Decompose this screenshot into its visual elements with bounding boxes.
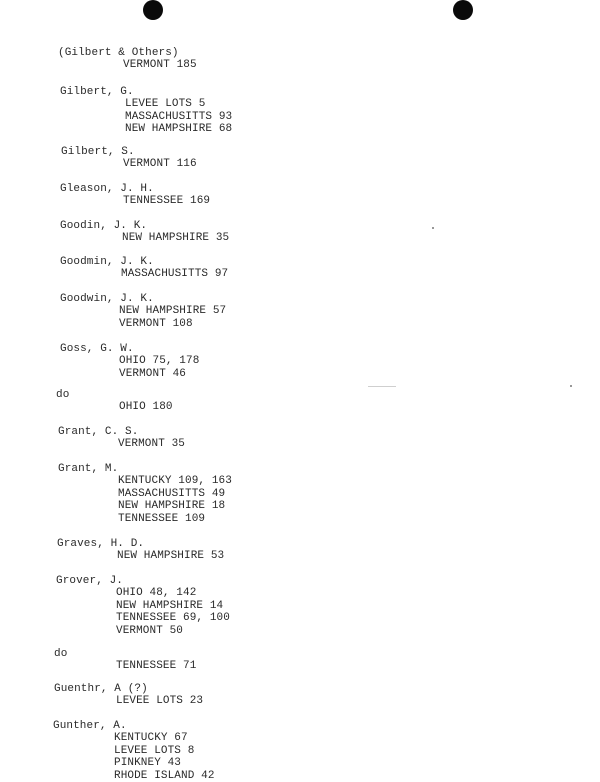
entry-name: Graves, H. D. [57, 538, 144, 551]
entry-name: Grant, M. [58, 463, 118, 476]
entry-reference: VERMONT 50 [116, 625, 183, 638]
entry-reference: VERMONT 35 [118, 438, 185, 451]
entry-reference: TENNESSEE 69, 100 [116, 612, 230, 625]
entry-reference: KENTUCKY 67 [114, 732, 188, 745]
entry-reference: MASSACHUSITTS 49 [118, 488, 225, 501]
entry-reference: OHIO 48, 142 [116, 587, 196, 600]
entry-reference: NEW HAMPSHIRE 68 [125, 123, 232, 136]
entry-reference: MASSACHUSITTS 93 [125, 111, 232, 124]
entry-reference: TENNESSEE 71 [116, 660, 196, 673]
entry-name: Gunther, A. [53, 720, 127, 733]
entry-reference: TENNESSEE 169 [123, 195, 210, 208]
punch-hole-left [143, 0, 163, 20]
entry-name: Goodwin, J. K. [60, 293, 154, 306]
entry-name: Grover, J. [56, 575, 123, 588]
entry-reference: VERMONT 46 [119, 368, 186, 381]
entry-reference: NEW HAMPSHIRE 53 [117, 550, 224, 563]
entry-name: Gleason, J. H. [60, 183, 154, 196]
entry-reference: KENTUCKY 109, 163 [118, 475, 232, 488]
entry-name: Goodin, J. K. [60, 220, 147, 233]
faint-mark [368, 386, 396, 387]
entry-reference: OHIO 180 [119, 401, 173, 414]
entry-reference: NEW HAMPSHIRE 35 [122, 232, 229, 245]
entry-name: Gilbert, S. [61, 146, 135, 159]
entry-reference: NEW HAMPSHIRE 18 [118, 500, 225, 513]
entry-name: Grant, C. S. [58, 426, 138, 439]
entry-reference: OHIO 75, 178 [119, 355, 199, 368]
entry-reference: LEVEE LOTS 5 [125, 98, 205, 111]
entry-name: do [54, 648, 67, 661]
entry-name: Guenthr, A (?) [54, 683, 148, 696]
punch-hole-right [453, 0, 473, 20]
entry-name: Gilbert, G. [60, 86, 134, 99]
entry-reference: TENNESSEE 109 [118, 513, 205, 526]
entry-reference: VERMONT 185 [123, 59, 197, 72]
speck [432, 227, 434, 229]
entry-reference: RHODE ISLAND 42 [114, 770, 215, 782]
entry-reference: MASSACHUSITTS 97 [121, 268, 228, 281]
entry-reference: LEVEE LOTS 8 [114, 745, 194, 758]
speck [570, 385, 572, 387]
entry-name: Goodmin, J. K. [60, 256, 154, 269]
entry-reference: VERMONT 108 [119, 318, 193, 331]
entry-reference: LEVEE LOTS 23 [116, 695, 203, 708]
entry-name: (Gilbert & Others) [58, 47, 179, 60]
entry-name: Goss, G. W. [60, 343, 134, 356]
entry-reference: VERMONT 116 [123, 158, 197, 171]
entry-name: do [56, 389, 69, 402]
entry-reference: NEW HAMPSHIRE 57 [119, 305, 226, 318]
entry-reference: NEW HAMPSHIRE 14 [116, 600, 223, 613]
entry-reference: PINKNEY 43 [114, 757, 181, 770]
